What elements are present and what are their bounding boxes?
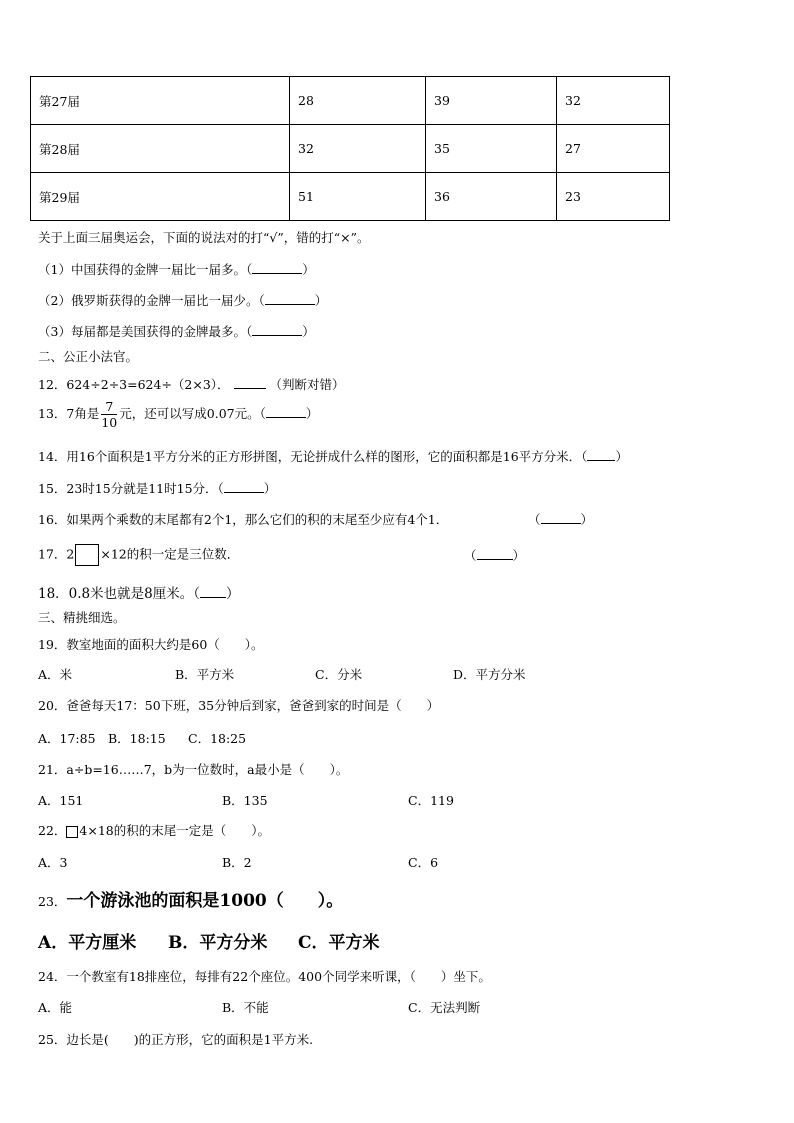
question-21: 21．a÷b=16……7，b为一位数时，a最小是（ ）。 xyxy=(38,762,349,777)
judge-item-1: （1）中国获得的金牌一届比一届多。（ ） xyxy=(38,262,315,277)
question-19: 19．教室地面的面积大约是60（ ）。 xyxy=(38,637,264,652)
question-17-answer: （ ） xyxy=(464,548,526,563)
question-tail: （判断对错） xyxy=(269,377,345,392)
medal-table xyxy=(30,76,670,221)
question-text: 元，还可以写成0.07元。（ xyxy=(119,406,266,421)
answer-blank[interactable] xyxy=(265,292,315,305)
question-text: 16．如果两个乘数的末尾都有2个1，那么它们的积的末尾至少应有4个1． xyxy=(38,512,449,527)
table-cell: 23 xyxy=(557,173,670,221)
question-25: 25．边长是( )的正方形，它的面积是1平方米. xyxy=(38,1032,314,1047)
fraction-numerator: 7 xyxy=(101,399,117,415)
question-20: 20．爸爸每天17：50下班，35分钟后到家，爸爸到家的时间是（ ） xyxy=(38,698,440,713)
judge-item-text: （2）俄罗斯获得的金牌一届比一届少。（ xyxy=(38,293,265,308)
option-c[interactable]: C．18:25 xyxy=(188,731,247,746)
option-a[interactable]: A．17:85 xyxy=(38,731,96,746)
fraction-denominator: 10 xyxy=(101,415,118,430)
question-text: 12．624÷2÷3=624÷（2×3）． xyxy=(38,377,230,392)
option-c[interactable]: C．无法判断 xyxy=(408,1000,481,1015)
table-cell: 27 xyxy=(557,125,670,173)
table-cell: 51 xyxy=(290,173,426,221)
answer-blank[interactable] xyxy=(224,480,264,493)
answer-blank[interactable] xyxy=(252,323,302,336)
question-23 xyxy=(38,886,343,911)
option-c[interactable]: C．119 xyxy=(408,793,454,808)
judge-item-2: （2）俄罗斯获得的金牌一届比一届少。（ ） xyxy=(38,293,328,308)
judge-item-text: （3）每届都是美国获得的金牌最多。（ xyxy=(38,324,253,339)
answer-blank[interactable] xyxy=(252,261,302,274)
option-b[interactable]: B．18:15 xyxy=(108,731,166,746)
answer-blank[interactable] xyxy=(541,511,581,524)
question-14: 14．用16个面积是1平方分米的正方形拼图，无论拼成什么样的图形，它的面积都是16平方分米．（ ） xyxy=(38,449,628,464)
option-b[interactable]: B．不能 xyxy=(222,1000,269,1015)
option-b[interactable]: B．平方分米 xyxy=(168,933,268,953)
question-text: 一个游泳池的面积是1000（ ）。 xyxy=(66,891,344,911)
question-text: ×12的积一定是三位数． xyxy=(100,546,240,562)
table-cell: 32 xyxy=(290,125,426,173)
answer-blank[interactable] xyxy=(587,448,615,461)
digit-box[interactable] xyxy=(66,826,78,838)
paren-open: （ xyxy=(464,548,477,563)
question-16-answer: （ ） xyxy=(528,512,594,527)
table-cell: 39 xyxy=(426,77,557,125)
table-cell: 28 xyxy=(290,77,426,125)
table-cell: 第29届 xyxy=(31,173,290,221)
section-heading-2: 二、公正小法官。 xyxy=(38,349,139,364)
paren-open: （ xyxy=(528,512,541,527)
table-cell: 35 xyxy=(426,125,557,173)
section-heading-3: 三、精挑细选。 xyxy=(38,610,126,625)
question-22 xyxy=(38,821,270,839)
question-number: 22． xyxy=(38,823,67,838)
question-number: 23． xyxy=(38,894,67,909)
question-15: 15．23时15分就是11时15分．（ ） xyxy=(38,481,277,496)
question-text: 13．7角是 xyxy=(38,406,100,421)
question-text: 18．0.8米也就是8厘米。（ xyxy=(38,586,200,602)
answer-blank[interactable] xyxy=(234,376,266,389)
table-row xyxy=(31,125,670,173)
table-row xyxy=(31,77,670,125)
table-cell: 第28届 xyxy=(31,125,290,173)
question-12 xyxy=(38,375,345,393)
question-text: 14．用16个面积是1平方分米的正方形拼图，无论拼成什么样的图形，它的面积都是16平方分米．（ xyxy=(38,449,588,464)
option-a[interactable]: A．3 xyxy=(38,855,68,870)
question-text: 4×18的积的末尾一定是（ ）。 xyxy=(79,823,270,838)
table-row xyxy=(31,173,670,221)
option-d[interactable]: D．平方分米 xyxy=(453,667,526,682)
answer-blank[interactable] xyxy=(477,547,513,560)
question-18: 18．0.8米也就是8厘米。（ ） xyxy=(38,586,240,602)
question-17 xyxy=(38,544,239,566)
table-cell: 第27届 xyxy=(31,77,290,125)
digit-box[interactable] xyxy=(75,544,99,566)
option-c[interactable]: C．分米 xyxy=(315,667,363,682)
option-a[interactable]: A．米 xyxy=(38,667,73,682)
intro-text: 关于上面三届奥运会，下面的说法对的打“√”，错的打“×”。 xyxy=(38,230,370,245)
question-16 xyxy=(38,510,448,528)
judge-item-text: （1）中国获得的金牌一届比一届多。（ xyxy=(38,262,253,277)
table-cell: 32 xyxy=(557,77,670,125)
question-24: 24．一个教室有18排座位，每排有22个座位。400个同学来听课，（ ）坐下。 xyxy=(38,969,491,984)
option-b[interactable]: B．2 xyxy=(222,855,252,870)
question-text: 15．23时15分就是11时15分．（ xyxy=(38,481,224,496)
answer-blank[interactable] xyxy=(266,405,306,418)
option-b[interactable]: B．135 xyxy=(222,793,268,808)
judge-item-3: （3）每届都是美国获得的金牌最多。（ ） xyxy=(38,324,315,339)
option-a[interactable]: A．平方厘米 xyxy=(38,933,137,953)
option-a[interactable]: A．能 xyxy=(38,1000,73,1015)
option-c[interactable]: C．6 xyxy=(408,855,439,870)
question-13: 13．7角是 $\frac{7}{10}$ 元，还可以写成0.07元。（ ） xyxy=(38,399,319,430)
option-b[interactable]: B．平方米 xyxy=(175,667,235,682)
option-c[interactable]: C．平方米 xyxy=(298,933,380,953)
option-a[interactable]: A．151 xyxy=(38,793,84,808)
table-cell: 36 xyxy=(426,173,557,221)
question-text: 17．2 xyxy=(38,546,75,562)
answer-blank[interactable] xyxy=(200,585,226,598)
fraction xyxy=(101,399,117,430)
